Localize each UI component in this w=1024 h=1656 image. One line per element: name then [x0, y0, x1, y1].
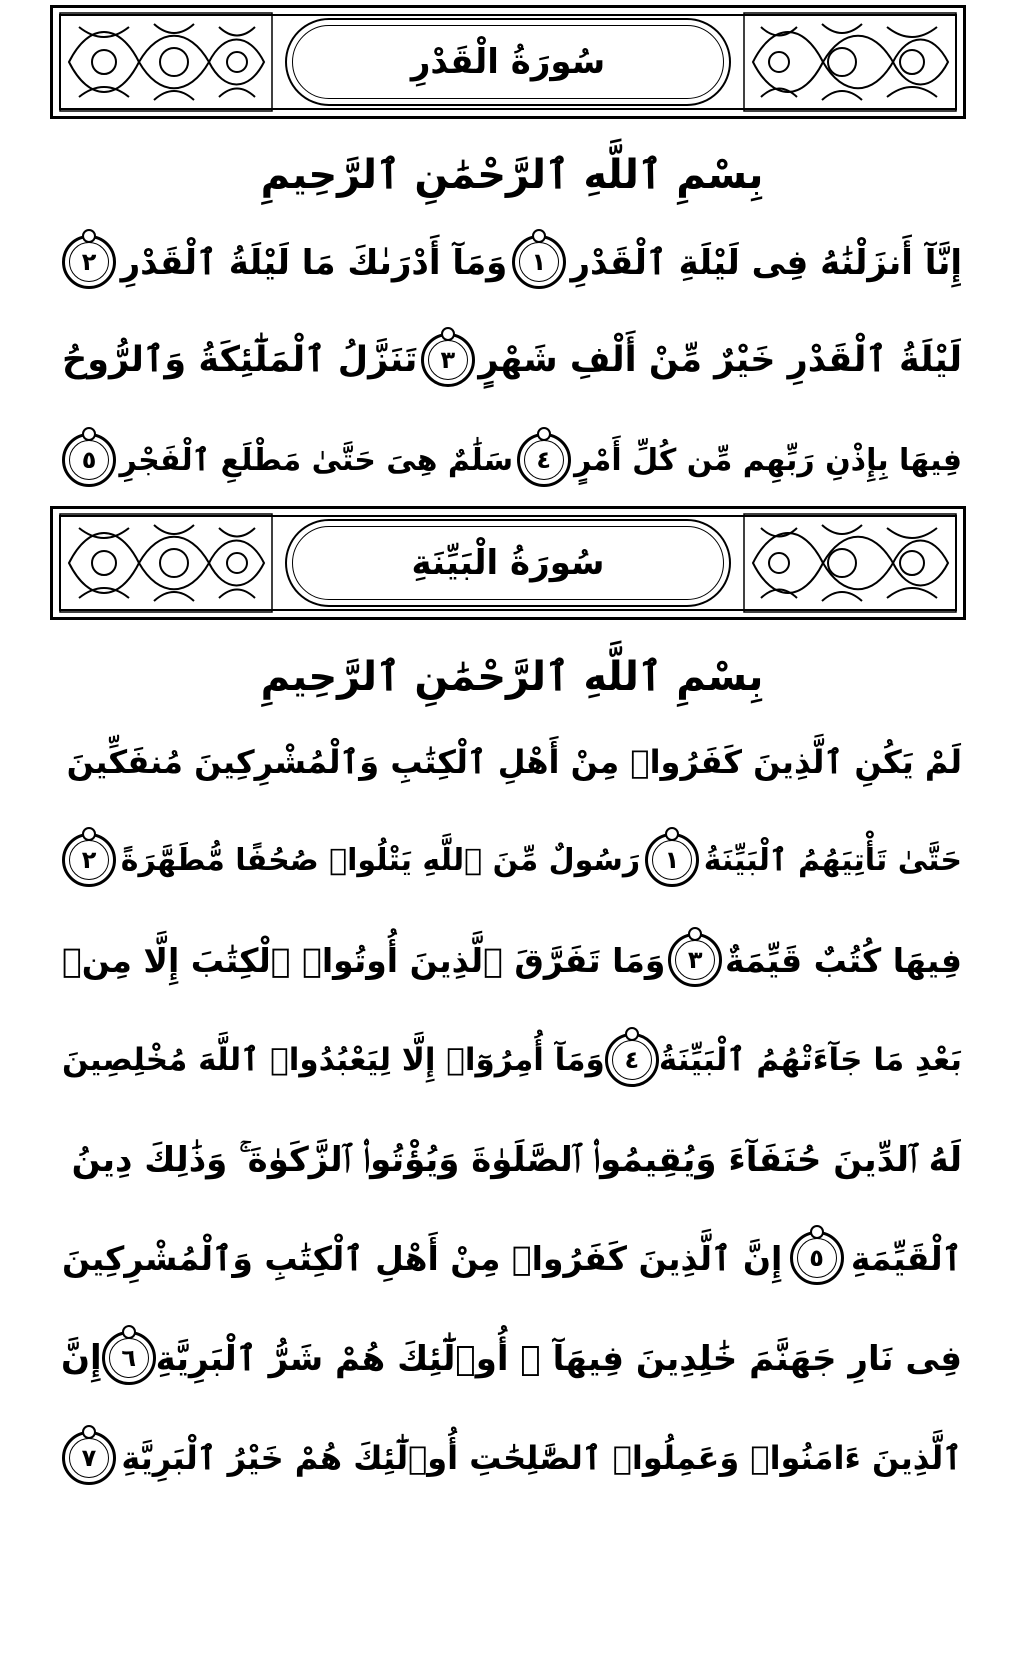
verse-line: [62, 1418, 962, 1498]
ayah-number-marker: ١: [645, 833, 699, 887]
verse-text: ٱلْقَيِّمَةِ: [850, 1238, 962, 1278]
verse-text: ٱلَّذِينَ ءَامَنُوا۟ وَعَمِلُوا۟ ٱلصَّٰلِحَٰتِ أُو۟لَٰٓئِكَ هُمْ خَيْرُ ٱلْبَرِيَّةِ: [121, 1439, 962, 1477]
verse-text: لَمْ يَكُنِ ٱلَّذِينَ كَفَرُوا۟ مِنْ أَهْلِ ٱلْكِتَٰبِ وَٱلْمُشْرِكِينَ مُنفَكِّينَ: [66, 743, 962, 781]
ayah-number-marker: ٤: [517, 433, 571, 487]
arabesque-ornament-right: [743, 513, 957, 613]
ayah-number-marker: ٣: [668, 933, 722, 987]
ayah-number-marker: ٢: [62, 833, 116, 887]
basmala: بِسْمِ ٱللَّهِ ٱلرَّحْمَٰنِ ٱلرَّحِيمِ: [260, 654, 764, 700]
basmala: بِسْمِ ٱللَّهِ ٱلرَّحْمَٰنِ ٱلرَّحِيمِ: [260, 152, 764, 198]
surah-title-cartouche: [285, 519, 731, 607]
ayah-number-marker: ٤: [605, 1033, 659, 1087]
surah-header-al-bayyinah: [50, 506, 966, 620]
verse-text: بَعْدِ مَا جَآءَتْهُمُ ٱلْبَيِّنَةُ: [658, 1042, 962, 1078]
verse-text: إِنَّآ أَنزَلْنَٰهُ فِى لَيْلَةِ ٱلْقَدْرِ: [570, 242, 962, 283]
verse-line: [62, 320, 962, 400]
arabesque-ornament-left: [59, 12, 273, 112]
verse-line: [62, 1218, 962, 1298]
verse-text: وَمَآ أُمِرُوٓا۟ إِلَّا لِيَعْبُدُوا۟ ٱللَّهَ مُخْلِصِينَ: [62, 1042, 605, 1078]
surah-title-cartouche: [285, 18, 731, 106]
verse-text: فِيهَا بِإِذْنِ رَبِّهِم مِّن كُلِّ أَمْرٍ: [574, 442, 962, 478]
ayah-number-marker: ٣: [421, 333, 475, 387]
ayah-number-marker: ٧: [62, 1431, 116, 1485]
verse-line: [62, 222, 962, 302]
surah-header-al-qadr: [50, 5, 966, 119]
verse-line: [62, 920, 962, 1000]
verse-text: رَسُولٌ مِّنَ ٱللَّهِ يَتْلُوا۟ صُحُفًا مُّطَهَّرَةً: [120, 842, 641, 878]
verse-line: [62, 820, 962, 900]
verse-line: [62, 420, 962, 500]
verse-line: [62, 1020, 962, 1100]
ayah-number-marker: ٥: [62, 433, 116, 487]
verse-line: [62, 1318, 962, 1398]
verse-text: فِى نَارِ جَهَنَّمَ خَٰلِدِينَ فِيهَآ ۚ أُو۟لَٰٓئِكَ هُمْ شَرُّ ٱلْبَرِيَّةِ: [155, 1338, 962, 1379]
verse-line: [62, 722, 962, 802]
ayah-number-marker: ٥: [790, 1231, 844, 1285]
verse-text: حَتَّىٰ تَأْتِيَهُمُ ٱلْبَيِّنَةُ: [703, 842, 962, 878]
verse-text: لَيْلَةُ ٱلْقَدْرِ خَيْرٌ مِّنْ أَلْفِ شَهْرٍ: [478, 340, 962, 380]
verse-text: لَهُ ٱلدِّينَ حُنَفَآءَ وَيُقِيمُوا۟ ٱلصَّلَوٰةَ وَيُؤْتُوا۟ ٱلزَّكَوٰةَ ۚ وَذَٰلِكَ دِينُ: [71, 1140, 962, 1180]
verse-line: [62, 1120, 962, 1200]
verse-text: إِنَّ: [60, 1338, 102, 1378]
ayah-number-marker: ٢: [62, 235, 116, 289]
arabesque-ornament-right: [743, 12, 957, 112]
surah-title: سُورَةُ الْبَيِّنَةِ: [411, 543, 605, 583]
ayah-number-marker: ١: [512, 235, 566, 289]
ayah-number-marker: ٦: [102, 1331, 156, 1385]
arabesque-ornament-left: [59, 513, 273, 613]
verse-text: سَلَٰمٌ هِىَ حَتَّىٰ مَطْلَعِ ٱلْفَجْرِ: [119, 442, 514, 478]
verse-text: إِنَّ ٱلَّذِينَ كَفَرُوا۟ مِنْ أَهْلِ ٱلْكِتَٰبِ وَٱلْمُشْرِكِينَ: [62, 1238, 783, 1278]
verse-text: وَمَا تَفَرَّقَ ٱلَّذِينَ أُوتُوا۟ ٱلْكِتَٰبَ إِلَّا مِنۢ: [62, 940, 666, 980]
verse-text: تَنَزَّلُ ٱلْمَلَٰٓئِكَةُ وَٱلرُّوحُ: [62, 340, 418, 380]
verse-text: وَمَآ أَدْرَىٰكَ مَا لَيْلَةُ ٱلْقَدْرِ: [120, 242, 508, 283]
verse-text: فِيهَا كُتُبٌ قَيِّمَةٌ: [724, 940, 962, 980]
surah-title: سُورَةُ الْقَدْرِ: [410, 42, 606, 82]
